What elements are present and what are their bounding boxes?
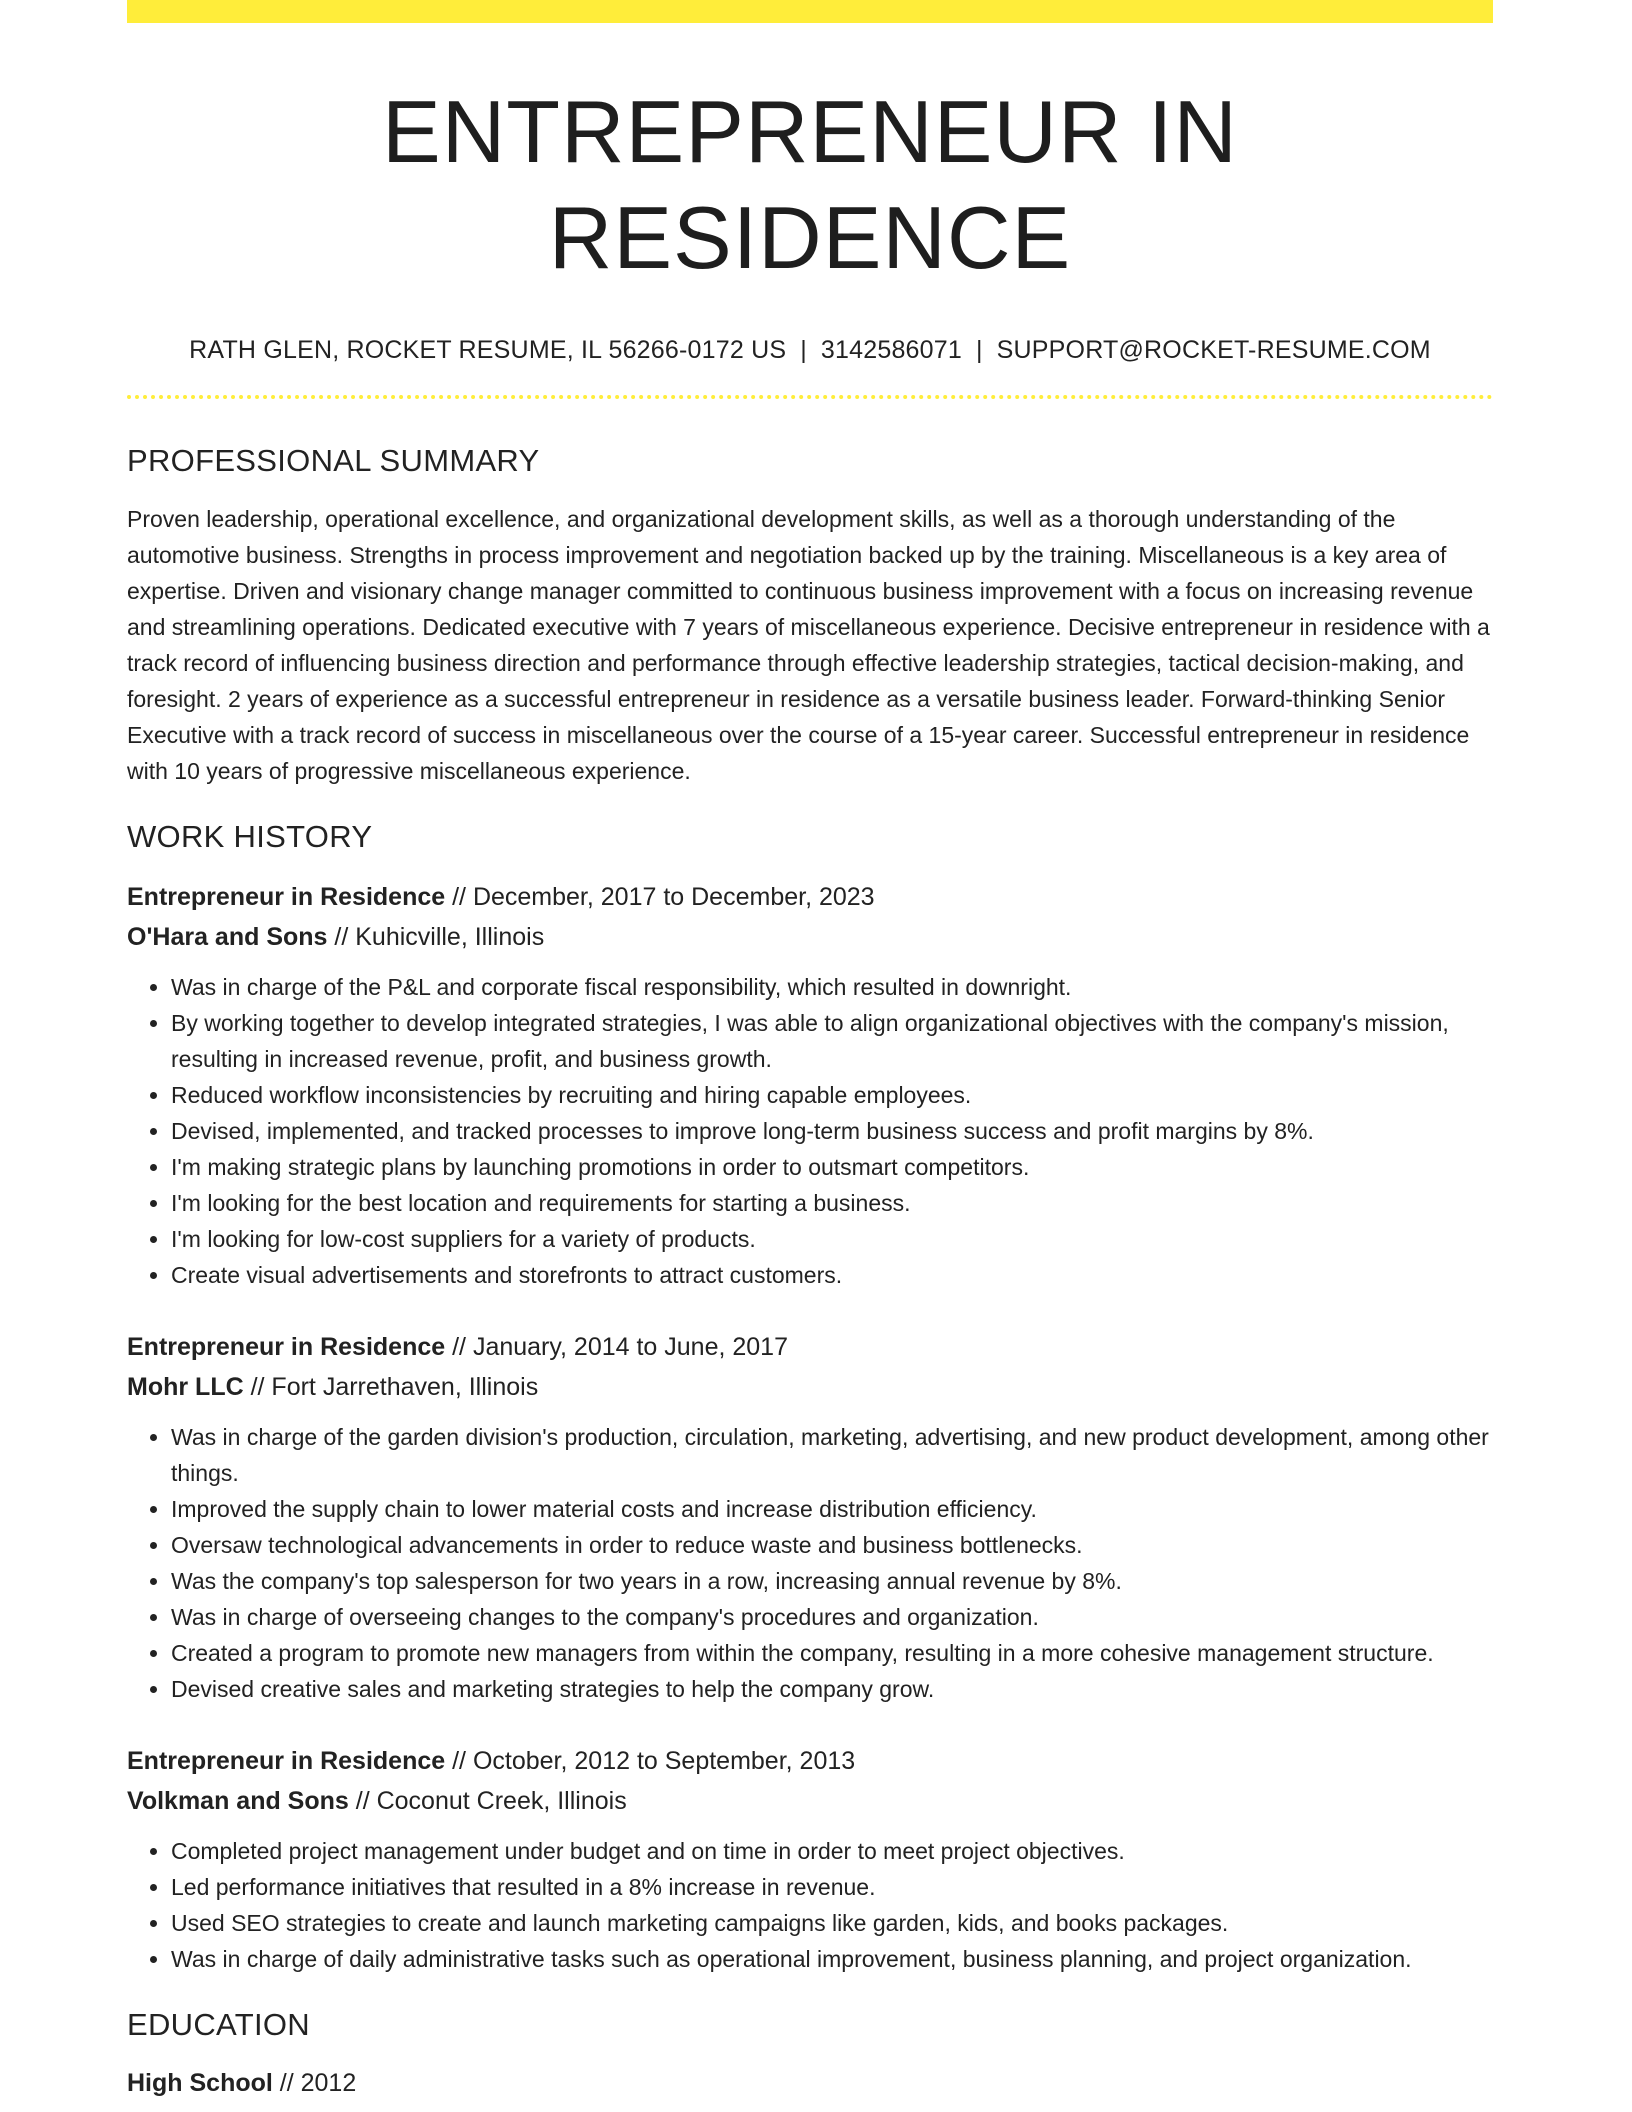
job-bullet: • Create visual advertisements and storefronts to attract customers. (171, 1257, 1493, 1293)
job-role: Entrepreneur in Residence (127, 883, 446, 912)
summary-text: Proven leadership, operational excellence, and organizational development skills, as well as a thorough understanding of the automotive business. Strengths in process improvement and negotiation backed up by the training. Miscellaneous is a key area of expertise. Driven and visionary change manager committed to continuous business improvement with a focus on increasing revenue and streamlining operations. Dedicated executive with 7 years of miscellaneous experience. Decisive entrepreneur in residence with a track record of influencing business direction and performance through effective leadership strategies, tactical decision-making, and foresight. 2 years of experience as a successful entrepreneur in residence as a versatile business leader. Forward-thinking Senior Executive with a track record of success in miscellaneous over the course of a 15-year career. Successful entrepreneur in residence with 10 years of progressive miscellaneous experience. (127, 506, 1490, 785)
job-bullet: • Led performance initiatives that resulted in a 8% increase in revenue. (171, 1869, 1493, 1905)
job-company: Volkman and Sons (127, 1787, 349, 1816)
job-company: O'Hara and Sons (127, 923, 328, 952)
job-bullet: • Reduced workflow inconsistencies by recruiting and hiring capable employees. (171, 1077, 1493, 1113)
job-title-line (127, 1327, 1493, 1367)
resume-page (127, 0, 1493, 2103)
job-bullet: • Was in charge of overseeing changes to the company's procedures and organization. (171, 1599, 1493, 1635)
job-location: // Kuhicville, Illinois (327, 923, 545, 952)
summary-heading: PROFESSIONAL SUMMARY (127, 443, 540, 479)
resume-name: ENTREPRENEUR IN RESIDENCE (382, 82, 1238, 287)
job-bullet: • Was the company's top salesperson for two years in a row, increasing annual revenue by 8%. (171, 1563, 1493, 1599)
job-company-line (127, 1367, 1493, 1407)
job-bullets (127, 1419, 1493, 1707)
job-role: Entrepreneur in Residence (127, 1747, 446, 1776)
work-history-heading: WORK HISTORY (127, 819, 373, 855)
job-bullet: • Devised, implemented, and tracked processes to improve long-term business success and profit margins by 8%. (171, 1113, 1493, 1149)
job-entry (127, 1741, 1493, 1977)
education-heading: EDUCATION (127, 2007, 310, 2043)
job-bullet: • Was in charge of the P&L and corporate fiscal responsibility, which resulted in downright. (171, 969, 1493, 1005)
job-dates: // October, 2012 to September, 2013 (445, 1747, 856, 1776)
job-company-line (127, 1781, 1493, 1821)
education-year: // 2012 (272, 2069, 357, 2098)
job-company-line (127, 917, 1493, 957)
contact-separator: | (800, 336, 807, 365)
job-dates: // December, 2017 to December, 2023 (445, 883, 875, 912)
education-entry (127, 2063, 1493, 2103)
contact-address: RATH GLEN, ROCKET RESUME, IL 56266-0172 US (189, 336, 787, 365)
job-bullet: • I'm making strategic plans by launching promotions in order to outsmart competitors. (171, 1149, 1493, 1185)
job-bullets (127, 1833, 1493, 1977)
contact-email: SUPPORT@ROCKET-RESUME.COM (996, 336, 1431, 365)
job-entry (127, 877, 1493, 1293)
job-role: Entrepreneur in Residence (127, 1333, 446, 1362)
job-entry (127, 1327, 1493, 1707)
job-company: Mohr LLC (127, 1373, 244, 1402)
job-bullet: • Completed project management under budget and on time in order to meet project objectives. (171, 1833, 1493, 1869)
job-bullet: • I'm looking for the best location and requirements for starting a business. (171, 1185, 1493, 1221)
job-bullet: • Created a program to promote new managers from within the company, resulting in a more cohesive management structure. (171, 1635, 1493, 1671)
contact-separator: | (975, 336, 983, 365)
job-bullet: • Was in charge of the garden division's production, circulation, marketing, advertising, and new product development, among other things. (171, 1419, 1493, 1491)
job-bullet: • Was in charge of daily administrative tasks such as operational improvement, business planning, and project organization. (171, 1941, 1493, 1977)
job-bullet: • Used SEO strategies to create and launch marketing campaigns like garden, kids, and books packages. (171, 1905, 1493, 1941)
job-bullets (127, 969, 1493, 1293)
contact-line (127, 336, 1493, 365)
job-bullet: • Devised creative sales and marketing strategies to help the company grow. (171, 1671, 1493, 1707)
job-bullet: • Improved the supply chain to lower material costs and increase distribution efficiency. (171, 1491, 1493, 1527)
top-accent-bar (127, 0, 1493, 23)
job-title-line (127, 1741, 1493, 1781)
header-divider (127, 395, 1493, 399)
education-degree: High School (127, 2069, 273, 2098)
job-bullet: • Oversaw technological advancements in order to reduce waste and business bottlenecks. (171, 1527, 1493, 1563)
job-title-line (127, 877, 1493, 917)
job-location: // Coconut Creek, Illinois (348, 1787, 627, 1816)
job-dates: // January, 2014 to June, 2017 (445, 1333, 788, 1362)
job-bullet: • By working together to develop integrated strategies, I was able to align organizational objectives with the company's mission, resulting in increased revenue, profit, and business growth. (171, 1005, 1493, 1077)
job-bullet: • I'm looking for low-cost suppliers for a variety of products. (171, 1221, 1493, 1257)
job-location: // Fort Jarrethaven, Illinois (243, 1373, 539, 1402)
contact-phone: 3142586071 (820, 336, 962, 365)
